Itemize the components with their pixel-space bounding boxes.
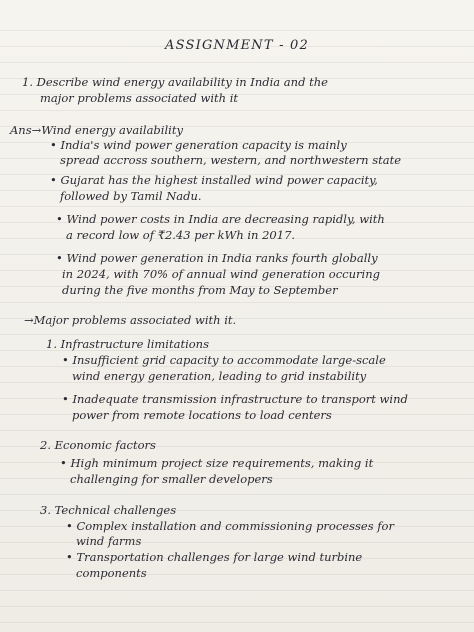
answer-bullet-1-line-2: spread accross southern, western, and northwestern state [60, 153, 402, 167]
section-3-title: 3. Technical challenges [40, 503, 177, 517]
answer-bullet-4-line-1: • Wind power generation in India ranks fourth globally [56, 251, 378, 265]
section-1-bullet-2-line-1: • Inadequate transmission infrastructure to transport wind [62, 392, 408, 406]
section-2-title: 2. Economic factors [40, 438, 156, 452]
answer-bullet-1-line-1: • India's wind power generation capacity is mainly [50, 138, 347, 152]
answer-heading [10, 122, 183, 138]
paper-rule-line [0, 30, 474, 31]
section-1-bullet-1-line-1: • Insufficient grid capacity to accommodate large-scale [62, 353, 386, 367]
paper-rule-line [0, 606, 474, 607]
question-text-1: Describe wind energy availability in India and the [36, 75, 328, 89]
paper-rule-line [0, 622, 474, 623]
paper-rule-line [0, 206, 474, 207]
paper-rule-line [0, 302, 474, 303]
arrow-icon: → [31, 123, 42, 137]
section-1-title: 1. Infrastructure limitations [46, 337, 209, 351]
section-3-bullet-2-line-2: components [76, 566, 147, 580]
answer-heading-text: Wind energy availability [41, 123, 183, 137]
paper-rule-line [0, 62, 474, 63]
section-2-bullet-1-line-1: • High minimum project size requirements, making it [60, 456, 374, 470]
section-3-bullet-2-line-1: • Transportation challenges for large wind turbine [66, 550, 363, 564]
answer-bullet-3-line-2: a record low of ₹2.43 per kWh in 2017. [66, 228, 296, 242]
problems-heading: →Major problems associated with it. [24, 313, 237, 327]
paper-rule-line [0, 574, 474, 575]
section-3-bullet-1-line-1: • Complex installation and commissioning processes for [66, 519, 394, 533]
paper-rule-line [0, 494, 474, 495]
answer-bullet-4-line-3: during the five months from May to September [62, 283, 338, 297]
answer-label: Ans [10, 123, 32, 137]
question-number: 1. [22, 75, 33, 89]
answer-bullet-2-line-2: followed by Tamil Nadu. [60, 189, 202, 203]
answer-bullet-3-line-1: • Wind power costs in India are decreasing rapidly, with [56, 212, 385, 226]
paper-rule-line [0, 542, 474, 543]
answer-bullet-2-line-1: • Gujarat has the highest installed wind power capacity, [50, 173, 378, 187]
section-2-bullet-1-line-2: challenging for smaller developers [70, 472, 273, 486]
paper-rule-line [0, 110, 474, 111]
assignment-title: ASSIGNMENT - 02 [165, 38, 309, 53]
paper-rule-line [0, 590, 474, 591]
arrow-icon: → [24, 313, 34, 327]
paper-rule-line [0, 334, 474, 335]
question-line-1 [22, 74, 328, 90]
section-3-bullet-1-line-2: wind farms [76, 534, 142, 548]
section-1-bullet-1-line-2: wind energy generation, leading to grid instability [72, 369, 367, 383]
paper-rule-line [0, 430, 474, 431]
answer-bullet-4-line-2: in 2024, with 70% of annual wind generation occuring [62, 267, 380, 281]
question-text-2: major problems associated with it [40, 91, 238, 105]
section-1-bullet-2-line-2: power from remote locations to load centers [72, 408, 332, 422]
